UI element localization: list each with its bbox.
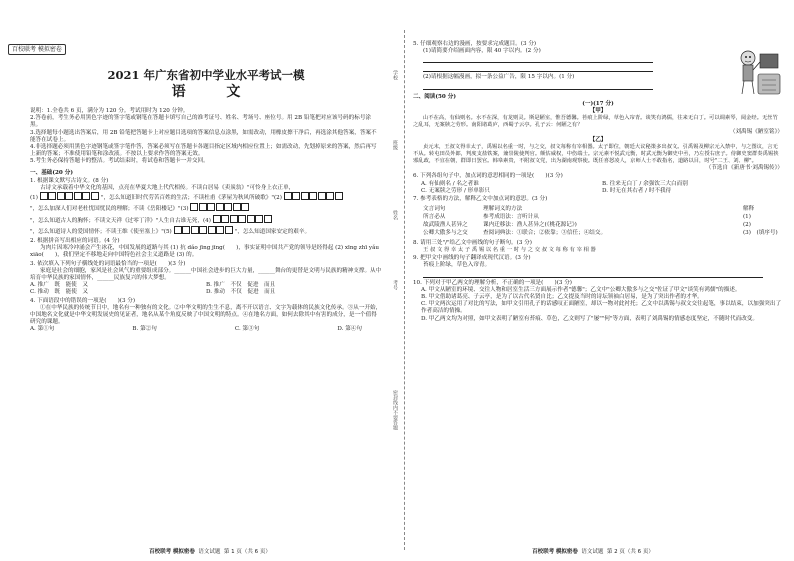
passage-text: 贞元末，王叔文得幸太子，禹锡以名重一时，与之交，叔文每称有宰相器。太子即位，朝廷大议秘策多出叔文。引禹锡及柳宗元入禁中，与之图议，言无不从。转屯田员外郎，判度支盐铁案，兼崇陵使判官。颇怙威权，中伤端士。宗元素不悦武元衡，时武元衡为御史中丞，乃左授右庶子。侍御史窦群奏禹锡挟邪乱政，不宜在朝，群即日罢官。韩皋素贵，不附叔文党，出为湖南观察使。既任喜怒凌人，京师人士不敢指名，道路以目，时号"二王、刘、柳"。 [413,143,779,164]
exam-badge: 百校联考 模拟密卷 [8,44,66,55]
binding-seam [392,60,402,560]
answer-boxes[interactable] [284,192,344,203]
answer-boxes[interactable] [190,203,250,214]
option-d[interactable]: D. 推动 不仅 促进 而且 [206,289,276,296]
section-heading: 一、基础(20 分) [30,169,73,176]
blank-label: (1) [30,195,38,202]
question-text: 古诗文承载着中华文化的基因，点亮在华夏大地上代代相传。不读白居易《卖炭翁》"可怜身上衣正单， [40,185,295,192]
option-b[interactable]: B. 往来无白丁 / 余强饮三大白而别 [602,180,688,187]
answer-boxes[interactable] [174,226,234,237]
question-2 [30,238,382,260]
method-table [423,205,783,238]
option-d[interactable]: D. 时无在其右者 / 时不我待 [602,187,672,194]
page-footer-left: 百校联考 模拟密卷 语文试题 第 1 页（共 6 页） [149,549,271,555]
table-header: 文言词句 [423,205,446,212]
option-a[interactable]: A. 推广 既 能使 又 [30,282,88,289]
table-cell [663,222,743,230]
option-a[interactable]: A. 有仙则名 / 名之者谁 [421,180,479,187]
question-stem: 7. 参考表格的方法，解释乙文中加点词的意思。(3 分) [413,195,548,202]
page-footer-right: 百校联考 模拟密卷 语文试题 第 2 页（共 6 页） [532,549,654,555]
question-text: 苔痕上阶绿，草色入帘青。 [423,262,491,269]
question-6 [413,173,783,195]
seam-divider [404,30,405,550]
table-cell: 公卿大傲多与之交 [423,230,468,237]
option-c[interactable]: C. 推动 既 能使 又 [30,289,88,296]
option-c[interactable]: C. 第③句 [234,326,260,333]
table-header: 理解词义的方法 [483,205,523,212]
question-sub: (2)请根据这幅漫画，拟一条公益广告，限 15 字以内。(1 分) [423,74,575,81]
right-column [413,40,783,323]
question-1 [30,178,382,237]
question-stem: 9. 把甲文中画线的句子翻译成现代汉语。(3 分) [413,255,531,262]
exam-subject: 语 文 [171,84,259,100]
question-text: "，怎么加深人们对老杜忧国忧民的理解；不读《岳阳楼记》"(3) [30,206,189,213]
option-d[interactable]: D. 甲乙两文均为对照，如甲文表明了陋室有苔痕、草色，乙文则写了"屡""何"等方面，表明了刘禹锡的情感态度坚定，不随时代而改变。 [421,315,758,322]
table-cell [663,213,743,221]
question-text: "，怎么知道古人的胸怀；不读文天祥《过零丁洋》"人生自古谁无死，(4) [30,217,211,224]
table-cell: 参考成语法：言听计从 [483,213,539,220]
seam-label: 班级 [392,140,398,150]
left-column [30,40,382,334]
passage-label: 【甲】 [589,108,607,115]
answer-line[interactable] [423,65,653,72]
question-5 [413,41,783,90]
option-a[interactable]: A. 第①句 [30,326,55,333]
question-stem: 6. 下列各组句子中，加点词的意思相同的一项是( )(3 分) [413,173,563,180]
table-cell: 故武陵渔人甚异之 [423,222,468,229]
question-stem: 3. 依次填入下列句子横线处的词语最恰当的一项是( )(3 分) [30,260,186,267]
passage-cite: （节选自《新唐书·刘禹锡传》） [705,165,783,172]
answer-line[interactable] [423,83,653,90]
option-b[interactable]: B. 甲文借助诸葛亮、子云亭，是为了以古代名贤自比；乙文提及当时的诗坛领袖白居易，是为了突出作者的才华。 [421,294,703,301]
question-stem: 10. 下列对于甲乙两文的理解分析，不正确的一项是( )(3 分) [413,279,572,286]
seam-label: 学校 [392,70,398,80]
question-text: 家庭是社会的细胞，家风是社会风气的重要组成部分。______中国社会进步的巨大力量，______舞台的更替是文明与民族的精神支撑。从中培育中华民族的家国情怀，______民族复兴的伟大梦想。 [30,267,382,282]
question-stem: 1. 根据课文默写古诗文。(8 分) [30,177,109,184]
question-3 [30,261,382,297]
option-c[interactable]: C. 无案牍之劳形 / 形单影只 [421,187,491,194]
question-text: 为肉片因寒冷冲涌会产生冰花，中国发展的道路与其 (1) 抗 dǎo jīng jīng( )，事实证明中国共产党的领导是经得起 (2) xīng zhī yǎu xiāo( )，我们坚定不移地走向中国特色社会主义道路是 (3) 的。 [30,245,380,259]
question-9 [413,255,783,277]
table-cell[interactable]: (3) (填序号) [743,230,778,237]
question-8 [413,240,783,254]
question-stem: 2. 根据拼音写出相应的词语。(4 分) [30,238,120,245]
table-cell: 课内迁移法：渔人甚异之(《桃花源记》) [483,222,577,229]
reading-heading: (一)(17 分) [582,100,614,107]
note-item: 4.非选择题必须用黑色字迹钢笔或签字笔作答，答案必须写在答题卡各题目指定区域内相应位置上；如需改动，先划掉原来的答案，然后再写上新的答案；不准使用铅笔和涂改液。不按以上要求作答的答案无效。 [30,144,377,158]
question-text: "，怎么知道国家安定的艰辛。 [234,228,311,235]
table-cell [663,230,743,238]
note-item: 5.考生务必保持答题卡的整洁。考试结束时，将试卷和答题卡一并交回。 [30,158,209,165]
seam-label: 密封线内不要答题 [392,390,398,430]
seam-label: 姓名 [392,210,398,220]
table-cell: 查阅词典法：①联合；②依靠；③信任；④结交。 [483,230,607,237]
question-7 [413,196,783,238]
section-heading: 二、阅读(50 分) [413,93,456,100]
cartoon-illustration [736,44,786,99]
question-text: ①在中华民族的传统节日中，地名有一种独有的文化。②中华文明的生生不息，离不开以语言、文字为载体的民族文化传承。③从一开始，中国地名文化就是中华文明发展史的见证者，地名从某个角度反映了中国文明的特点。④在地名方面，如何去除其中有害的成分，是一个值得研究的课题。 [30,304,382,326]
table-header [663,205,743,213]
answer-boxes[interactable] [40,192,100,203]
table-header: 解释 [743,205,755,212]
passage-cite: （刘禹锡《陋室铭》） [729,129,783,136]
answer-line[interactable] [423,271,763,278]
exam-title: 2021 年广东省初中学业水平考试一模 [107,68,305,82]
question-stem: 8. 请用三处"/"给乙文中画线的句子断句。(3 分) [413,239,532,246]
question-text: "，怎么知道旧时代劳苦百姓的生活；不读杜甫《茅屋为秋风所破歌》"(2) [101,195,282,202]
question-10 [413,280,783,323]
table-cell: 所言必从 [423,213,446,220]
option-d[interactable]: D. 第④句 [337,326,362,333]
answer-line[interactable] [423,56,653,63]
question-sub: (1)请简要介绍画面内容，限 40 字以内。(2 分) [423,48,541,55]
exam-notes [30,108,382,166]
option-b[interactable]: B. 推广 不仅 促进 而且 [206,282,276,289]
option-b[interactable]: B. 第②句 [132,326,157,333]
answer-boxes[interactable] [213,215,273,226]
seam-label: 考号 [392,280,398,290]
question-4 [30,298,382,334]
option-a[interactable]: A. 甲文从陋室的环境、交往人物和居室生活三方面展示作者"德馨"；乙文中"公卿大傲多与之交"佐证了甲文"谈笑有鸿儒"的描述。 [421,286,741,293]
table-cell[interactable]: (1) [743,213,751,220]
note-item: 说明：1.全卷共 6 页，满分为 120 分。考试用时为 120 分钟。 [30,108,189,114]
note-item: 3.选择题每小题选出答案后，用 2B 铅笔把答题卡上对应题目选项的答案信息点涂黑，如需改动，用橡皮擦干净后，再选涂其他答案，答案不能答在试卷上。 [30,129,377,143]
question-text: 王 叔 文 得 幸 太 子 禹 锡 以 名 重 一 时 与 之 交 叔 文 每 称 有 宰 相 器 [423,247,596,254]
question-stem: 5. 仔细观察右边的漫画，按要求完成题目。(3 分) [413,41,537,47]
passage-label: 【乙】 [589,136,607,143]
passage-text: 山不在高，有仙则名。水不在深，有龙则灵。斯是陋室，惟吾德馨。苔痕上阶绿，草色入帘青。谈笑有鸿儒，往来无白丁。可以调素琴，阅金经。无丝竹之乱耳，无案牍之劳形。南阳诸葛庐，西蜀子云亭。孔子云：何陋之有？ [413,115,778,129]
question-text: "，怎么知道诗人的爱国情怀；不读王维《使至塞上》"(5) [30,228,172,235]
question-stem: 4. 下面语段中的错误的一项是( )(3 分) [30,297,136,304]
note-item: 2.答卷前，考生务必用黑色字迹的签字笔或钢笔在答题卡填写自己的准考证号、姓名、考场号、座位号。用 2B 铅笔把对应该号码的标号涂黑。 [30,115,372,129]
table-cell[interactable]: (2) [743,222,751,229]
option-c[interactable]: C. 甲文两次运用了对比的写法，如甲文引用孔子的话感叹正面陋室，却以一物对此衬托；乙文中以禹锡与叔文交往起笔，事以结束，以加强突出了作者高洁的情操。 [421,301,782,315]
